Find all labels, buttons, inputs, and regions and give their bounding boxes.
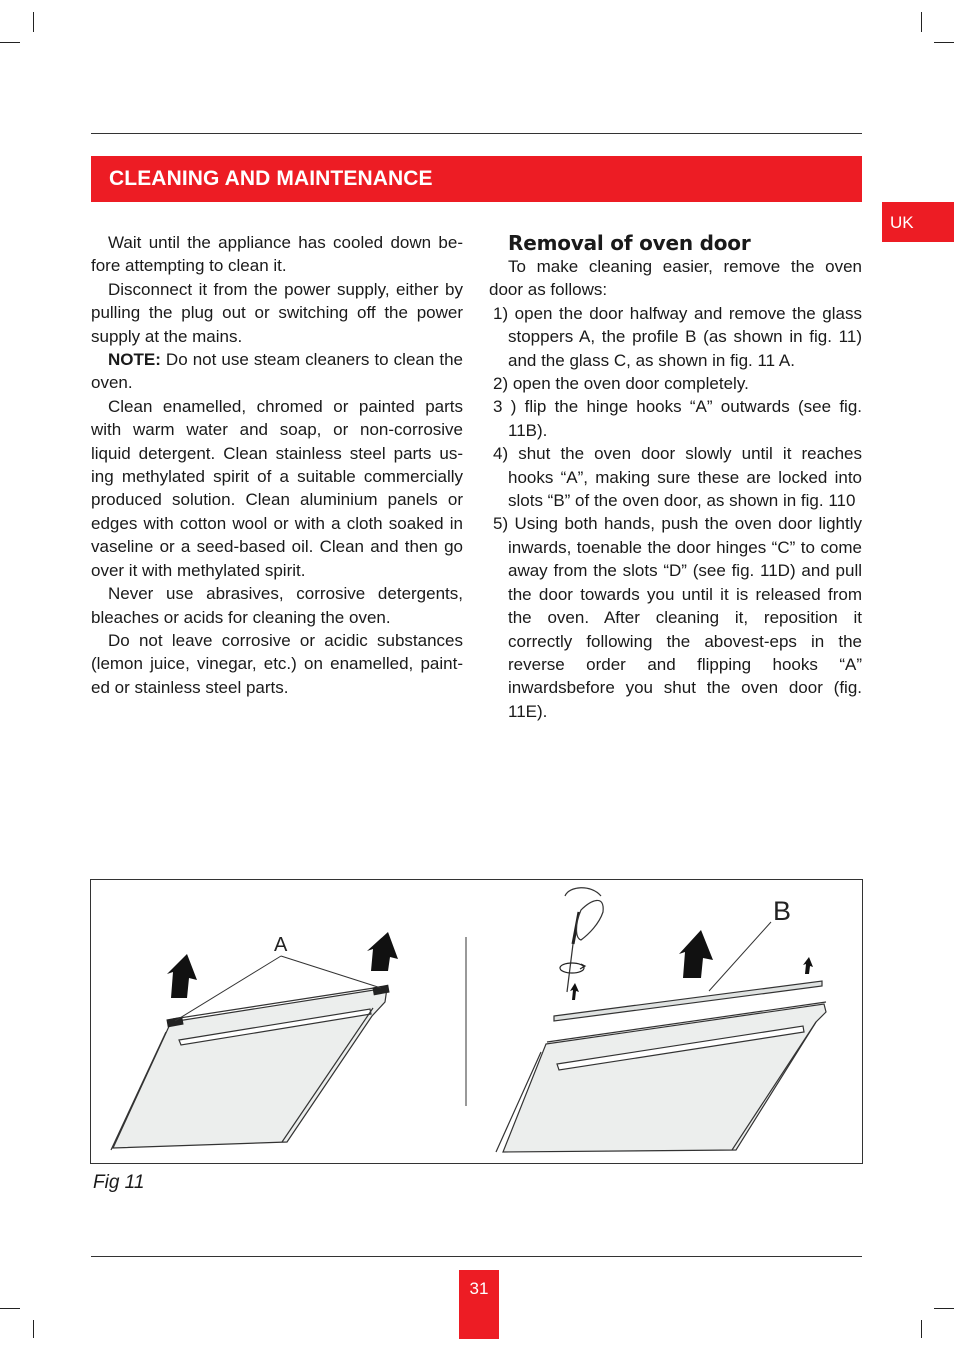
crop-mark [934,1308,954,1309]
intro-paragraph: To make cleaning easier, remove the oven door as follows: [489,257,862,300]
rotation-icon [560,963,585,973]
step-item: 2) open the oven door completely. [493,374,749,394]
crop-mark [934,42,954,43]
paragraph: Do not leave corrosive or acidic substances (lemon juice, vinegar, etc.) on enamelled, paint-ed or stainless steel parts. [91,630,463,697]
paragraph: Clean enamelled, chromed or painted parts with warm water and soap, or non-corrosive liquid detergent. Clean stainless steel parts us-ing methylated spirit of a suitable commercially produced solution. Clean aluminium panels or edges with cotton wool or with a cloth soaked in vaseline or a seed-based oil. Clean and then go over it with methylated spirit. [91,396,463,580]
cleaning-instructions [91,231,463,699]
up-arrow-icon [803,957,813,974]
up-arrow-icon [679,930,713,978]
up-arrow-icon [570,983,579,1000]
up-arrow-icon [367,932,398,971]
note-paragraph [91,348,463,395]
door-removal-instructions [489,231,862,723]
profile-b-leader [709,922,771,991]
crop-mark [0,42,20,43]
figure-11 [90,879,863,1164]
left-door-drawing [111,986,387,1150]
bottom-divider [91,1256,862,1257]
step-list [489,302,862,723]
page-number: 31 [469,1279,489,1298]
note-label: NOTE: [108,350,161,370]
up-arrow-icon [167,954,197,998]
step-item: 4) shut the oven door slowly until it reaches hooks “A”, making sure these are locked into slots “B” of the oven door, as shown in fig. 110 [493,444,862,511]
crop-mark [921,12,922,32]
page-number-tab [459,1270,499,1339]
step-item: 1) open the door halfway and remove the glass stoppers A, the profile B (as shown in fig. 11) and the glass C, as shown in fig. 11 A. [493,303,862,370]
right-door-drawing [496,981,826,1152]
screwdriver-icon [565,888,603,992]
crop-mark [33,1320,34,1338]
crop-mark [33,12,34,32]
label-b: B [773,896,792,926]
note-text: Do not use steam cleaners to clean the oven. [91,350,463,393]
language-label: UK [890,213,914,232]
paragraph: Disconnect it from the power supply, either by pulling the plug out or switching off the power supply at the mains. [91,279,463,346]
figure-caption: Fig 11 [93,1172,145,1193]
subsection-heading: Removal of oven door [508,231,751,255]
language-tab [882,202,954,242]
top-divider [91,133,862,134]
step-item: 5) Using both hands, push the oven door lightly inwards, toenable the door hinges “C” to come away from the slots “D” (see fig. 11D) and pull the door towards you until it is released from the oven. After cleaning it, reposition it correctly following the abovest-eps in the reverse order and flipping hooks “A” inwardsbefore you shut the oven door (fig. 11E). [493,514,862,721]
crop-mark [0,1308,20,1309]
oven-door-illustration [91,880,862,1163]
paragraph: Never use abrasives, corrosive detergents, bleaches or acids for cleaning the oven. [91,584,463,627]
crop-mark [921,1320,922,1338]
label-a: A [274,934,288,956]
paragraph: Wait until the appliance has cooled down be-fore attempting to clean it. [91,233,463,276]
section-header [91,156,862,202]
step-item: 3 ) flip the hinge hooks “A” outwards (see fig. 11B). [493,397,862,440]
section-title: CLEANING AND MAINTENANCE [109,167,433,190]
